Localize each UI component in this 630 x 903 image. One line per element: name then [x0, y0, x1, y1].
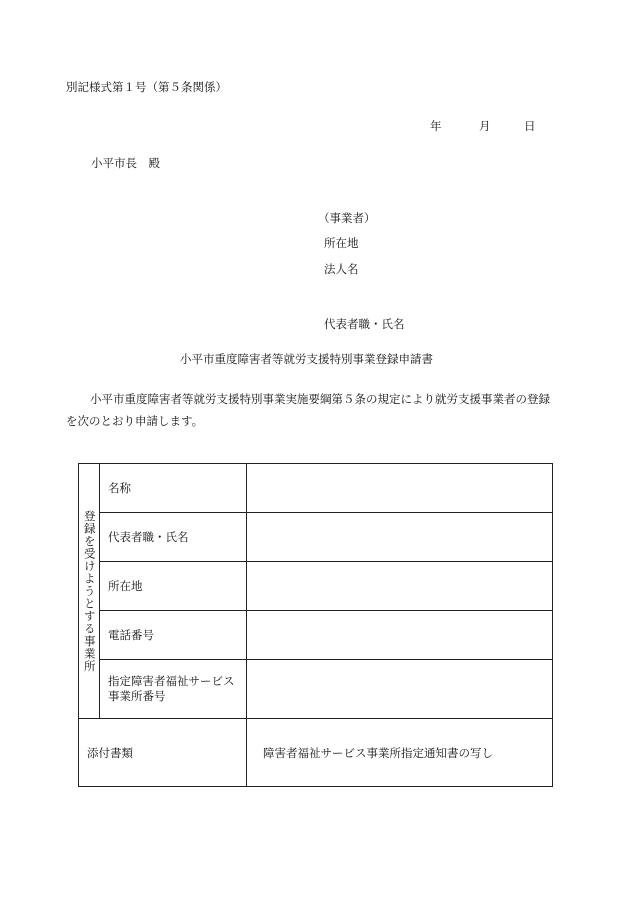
table-row	[79, 464, 553, 513]
attachment-value: 障害者福祉サービス事業所指定通知書の写し	[247, 719, 553, 787]
applicant-address-label: 所在地	[324, 236, 359, 250]
facility-phone-field[interactable]	[247, 611, 553, 660]
table-row	[79, 719, 553, 787]
facility-name-field[interactable]	[247, 464, 553, 513]
date-month-label: 月	[479, 119, 491, 133]
document-title: 小平市重度障害者等就労支援特別事業登録申請書	[180, 352, 433, 366]
table-row	[79, 513, 553, 562]
table-row	[79, 611, 553, 660]
applicant-representative-label: 代表者職・氏名	[324, 317, 405, 331]
date-day-label: 日	[524, 119, 536, 133]
application-statement: 小平市重度障害者等就労支援特別事業実施要綱第５条の規定により就労支援事業者の登録を次のとおり申請します。	[66, 392, 550, 428]
form-number: 別記様式第１号（第５条関係）	[66, 80, 227, 94]
facility-group-label: 登録を受けようとする事業所	[82, 510, 97, 673]
facility-group-cell	[79, 464, 100, 719]
facility-representative-field[interactable]	[247, 513, 553, 562]
row-label-address: 所在地	[100, 562, 247, 611]
row-label-facility-number-line1: 指定障害者福祉サービス	[108, 674, 235, 688]
addressee: 小平市長 殿	[91, 156, 160, 170]
attachment-label: 添付書類	[79, 719, 247, 787]
table-row	[79, 562, 553, 611]
row-label-facility-number	[100, 660, 247, 719]
facility-number-field[interactable]	[247, 660, 553, 719]
row-label-facility-number-line2: 事業所番号	[108, 689, 166, 703]
row-label-phone: 電話番号	[100, 611, 247, 660]
facility-address-field[interactable]	[247, 562, 553, 611]
date-year-label: 年	[430, 119, 442, 133]
row-label-name: 名称	[100, 464, 247, 513]
applicant-corp-name-label: 法人名	[324, 262, 359, 276]
facility-registration-table	[78, 463, 553, 787]
row-label-representative: 代表者職・氏名	[100, 513, 247, 562]
table-row	[79, 660, 553, 719]
applicant-heading: （事業者）	[318, 211, 376, 225]
